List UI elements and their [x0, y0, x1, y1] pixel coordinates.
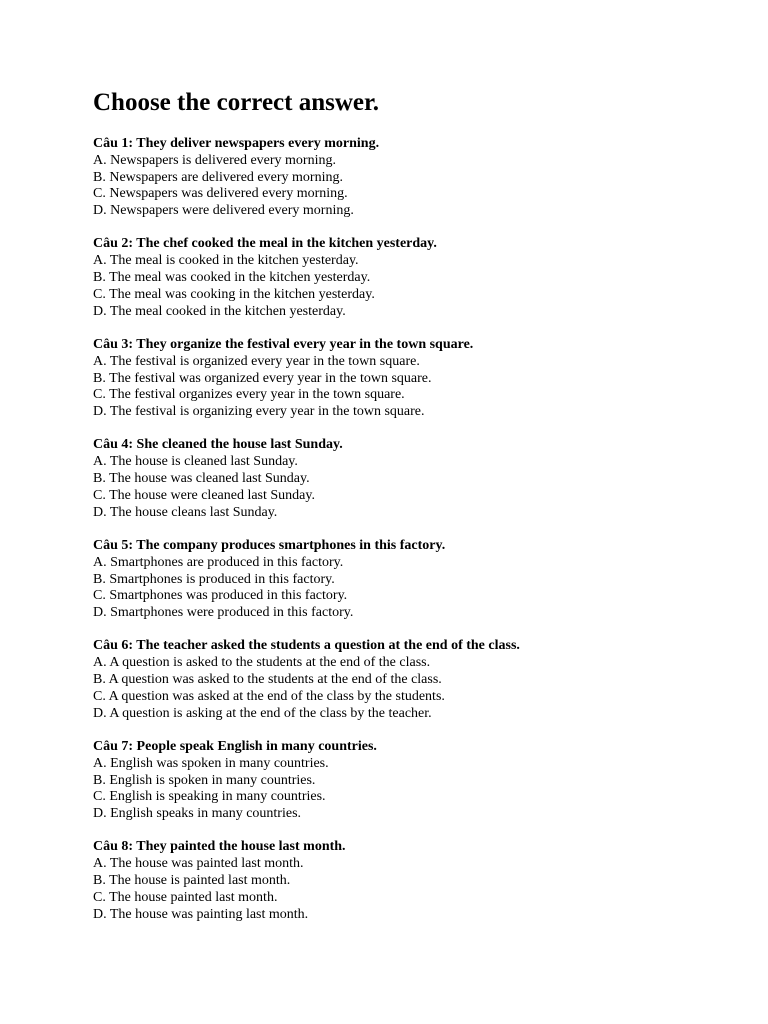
document-page [93, 88, 733, 940]
answer-option-a: A. Smartphones are produced in this factory. [93, 554, 344, 570]
answer-option-c: C. The house painted last month. [93, 889, 278, 905]
question-3 [93, 337, 733, 421]
answer-option-c: C. The house were cleaned last Sunday. [93, 487, 315, 503]
question-prompt: Câu 1: They deliver newspapers every morning. [93, 136, 380, 151]
answer-option-a: A. Newspapers is delivered every morning. [93, 152, 336, 168]
question-prompt: Câu 3: They organize the festival every year in the town square. [93, 336, 474, 352]
answer-option-d: D. The house was painting last month. [93, 906, 309, 922]
answer-option-d: D. The meal cooked in the kitchen yesterday. [93, 303, 346, 319]
answer-option-b: B. The house was cleaned last Sunday. [93, 471, 310, 487]
answer-option-a: A. The festival is organized every year in the town square. [93, 353, 420, 369]
question-2 [93, 236, 733, 320]
answer-option-c: C. Newspapers was delivered every morning. [93, 186, 348, 202]
answer-option-c: C. Smartphones was produced in this factory. [93, 588, 348, 604]
answer-option-a: A. The house is cleaned last Sunday. [93, 454, 298, 470]
question-7 [93, 739, 733, 823]
answer-option-c: C. A question was asked at the end of the class by the students. [93, 688, 445, 704]
question-4 [93, 437, 733, 521]
question-1 [93, 136, 733, 220]
question-prompt: Câu 7: People speak English in many countries. [93, 738, 377, 754]
question-6 [93, 638, 733, 722]
answer-option-b: B. English is spoken in many countries. [93, 772, 316, 788]
question-prompt: Câu 4: She cleaned the house last Sunday. [93, 437, 343, 453]
answer-option-b: B. The festival was organized every year in the town square. [93, 370, 432, 386]
answer-option-d: D. English speaks in many countries. [93, 806, 302, 822]
question-5 [93, 538, 733, 622]
question-8 [93, 839, 733, 923]
answer-option-c: C. The festival organizes every year in the town square. [93, 387, 405, 403]
answer-option-b: B. Smartphones is produced in this factory. [93, 571, 335, 587]
answer-option-b: B. The house is painted last month. [93, 872, 291, 888]
answer-option-c: C. The meal was cooking in the kitchen yesterday. [93, 286, 375, 302]
answer-option-b: B. The meal was cooked in the kitchen yesterday. [93, 270, 371, 286]
question-prompt: Câu 8: They painted the house last month. [93, 839, 346, 855]
answer-option-a: A. English was spoken in many countries. [93, 755, 329, 771]
answer-option-b: B. Newspapers are delivered every morning. [93, 169, 343, 185]
answer-option-d: D. Newspapers were delivered every morning. [93, 203, 354, 219]
question-prompt: Câu 6: The teacher asked the students a question at the end of the class. [93, 638, 520, 654]
question-prompt: Câu 5: The company produces smartphones in this factory. [93, 537, 446, 553]
answer-option-a: A. The meal is cooked in the kitchen yesterday. [93, 253, 359, 269]
answer-option-d: D. A question is asking at the end of the class by the teacher. [93, 705, 432, 721]
answer-option-a: A. The house was painted last month. [93, 856, 304, 872]
answer-option-d: D. Smartphones were produced in this factory. [93, 605, 354, 621]
question-prompt: Câu 2: The chef cooked the meal in the kitchen yesterday. [93, 236, 437, 252]
answer-option-c: C. English is speaking in many countries. [93, 789, 326, 805]
answer-option-d: D. The house cleans last Sunday. [93, 504, 278, 520]
page-title: Choose the correct answer. [93, 89, 380, 116]
answer-option-b: B. A question was asked to the students at the end of the class. [93, 672, 442, 688]
answer-option-a: A. A question is asked to the students at the end of the class. [93, 655, 431, 671]
answer-option-d: D. The festival is organizing every year in the town square. [93, 404, 425, 420]
